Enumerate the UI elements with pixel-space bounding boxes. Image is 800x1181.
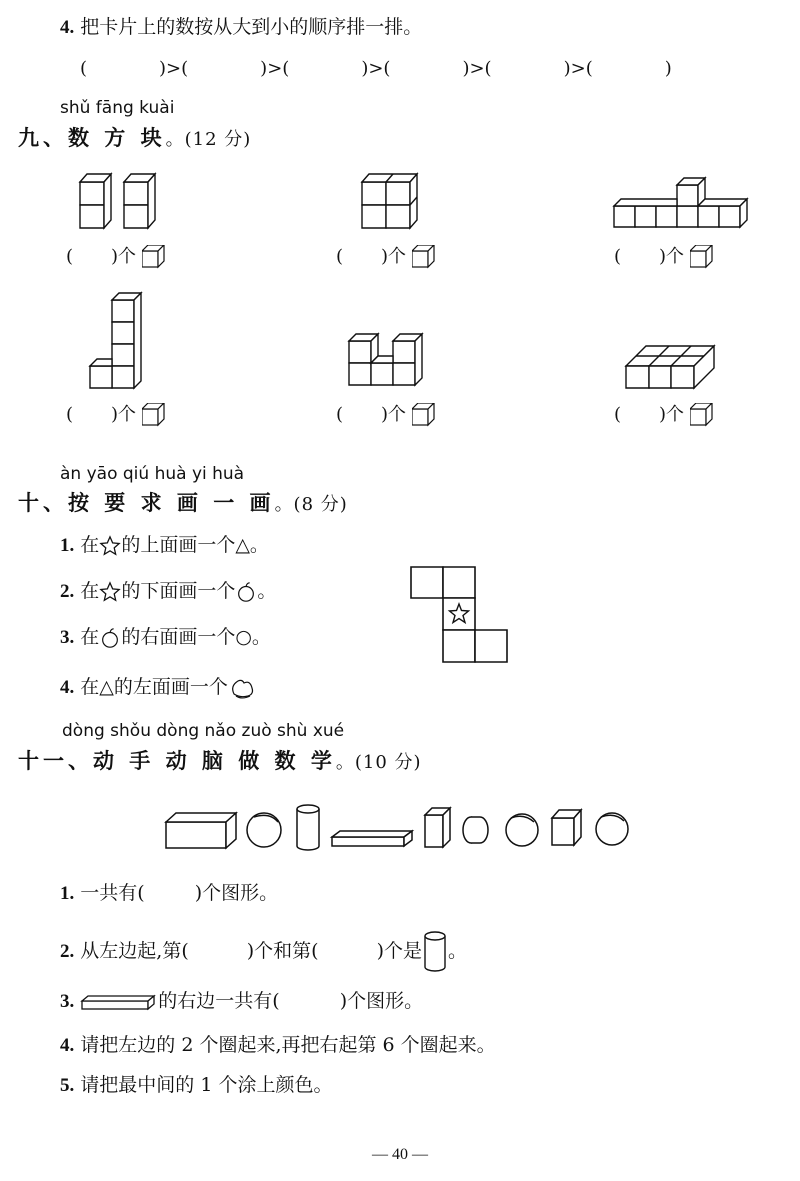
s11-item-2: 2. 从左边起,第( )个和第( )个是 。	[60, 930, 467, 974]
cube-icon	[412, 245, 436, 269]
cube-icon	[412, 403, 436, 427]
q4-text: 把卡片上的数按从大到小的顺序排一排。	[80, 16, 423, 38]
s10-item-4: 4. 在△的左面画一个	[60, 672, 258, 700]
s10-item-2: 2. 在 的下面画一个 。	[60, 580, 277, 602]
cylinder-shape	[297, 805, 319, 850]
s10-item-1: 1. 在 的上面画一个△。	[60, 534, 269, 556]
s11-item-4: 4. 请把左边的 2 个圈起来,再把右起第 6 个圈起来。	[60, 1034, 496, 1056]
answer-row-6: ( )个	[614, 400, 714, 427]
q4-number: 4.	[60, 17, 75, 38]
apple-icon	[235, 581, 257, 603]
cube-figure-1	[76, 168, 166, 230]
cube-figure-2	[358, 168, 428, 230]
section11-pinyin: dòng shǒu dòng nǎo zuò shù xué	[62, 721, 345, 741]
s11-item-5: 5. 请把最中间的 1 个涂上颜色。	[60, 1074, 333, 1096]
cube-figure-6	[622, 336, 722, 392]
s10-item-3: 3. 在 的右面画一个○。	[60, 626, 271, 648]
s11-item-3: 3. 的右边一共有( )个图形。	[60, 990, 424, 1012]
star-icon	[99, 581, 121, 603]
section9-pinyin: shǔ fāng kuài	[60, 98, 175, 118]
answer-row-2: ( )个	[336, 242, 436, 269]
cuboid-shape	[166, 813, 236, 848]
cylinder-shape	[463, 817, 488, 843]
section11-heading: 十一、动 手 动 脑 做 数 学。(10 分)	[18, 748, 422, 773]
cylinder-icon	[422, 930, 448, 974]
solids-row	[160, 800, 640, 856]
flat-cuboid-icon	[80, 993, 158, 1011]
cube-icon	[142, 245, 166, 269]
sphere-shape	[596, 813, 628, 845]
answer-row-1: ( )个	[66, 242, 166, 269]
flat-cuboid-shape	[332, 831, 412, 846]
peach-icon	[228, 676, 258, 700]
cube-figure-3	[610, 168, 745, 230]
q4-comparison: ( )>( )>( )>( )>( )>( )	[80, 58, 672, 79]
answer-row-3: ( )个	[614, 242, 714, 269]
section9-heading: 九、数 方 块。(12 分)	[18, 125, 252, 150]
answer-row-4: ( )个	[66, 400, 166, 427]
star-icon	[99, 535, 121, 557]
apple-icon	[99, 627, 121, 649]
sphere-shape	[247, 813, 281, 847]
page-number: — 40 —	[372, 1146, 428, 1163]
cube-icon	[690, 245, 714, 269]
s11-item-1: 1. 一共有( )个图形。	[60, 882, 279, 904]
cube-figure-5	[345, 326, 435, 390]
sphere-shape	[506, 814, 538, 846]
drawing-grid[interactable]	[410, 566, 508, 664]
section10-pinyin: àn yāo qiú huà yi huà	[60, 464, 245, 484]
cube-figure-4	[86, 286, 156, 390]
cube-icon	[142, 403, 166, 427]
cube-shape	[552, 810, 581, 845]
answer-row-5: ( )个	[336, 400, 436, 427]
cube-shape	[425, 808, 450, 847]
cube-icon	[690, 403, 714, 427]
section10-heading: 十、按 要 求 画 一 画。(8 分)	[18, 490, 348, 515]
q4-line	[60, 12, 422, 39]
